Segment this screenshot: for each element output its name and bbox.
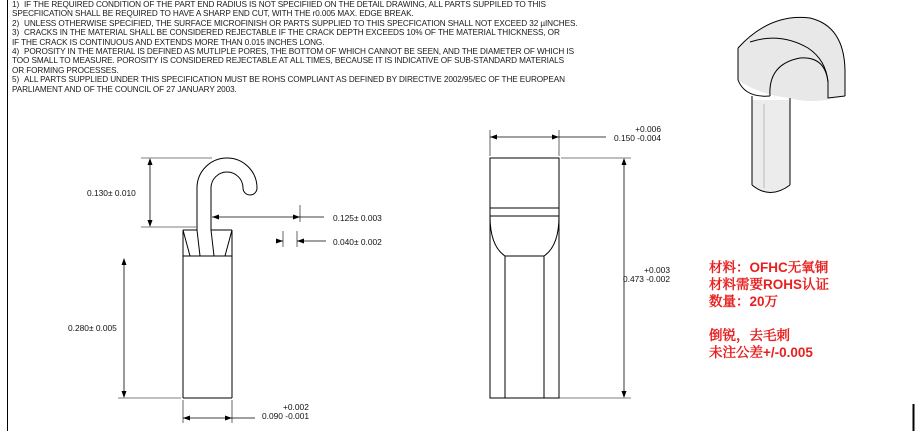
tol-main: 0.473 -0.002 xyxy=(622,274,670,285)
quantity-note: 数量：20万 xyxy=(709,294,779,309)
dim-label-0-040: 0.040± 0.002 xyxy=(333,237,382,247)
note-text: IF THE REQUIRED CONDITION OF THE PART END RADIUS IS NOT SPECIFIIED ON THE DETAIL DRAWING, ALL PARTS SUPPILED TO THIS xyxy=(24,0,546,9)
dim-label-0-150 xyxy=(600,125,661,144)
note-number: 4) xyxy=(12,47,20,57)
note-number: 1) xyxy=(12,0,20,9)
dim-0-130 xyxy=(141,158,212,227)
tolerance-note: 未注公差+/-0.005 xyxy=(709,345,813,360)
tol-plus: +0.003 xyxy=(644,265,670,275)
note-text: CRACKS IN THE MATERIAL SHALL BE CONSIDERED REJECTABLE IF THE CRACK DEPTH EXCEEDS 10% OF THE MATERIAL THICKNESS, OR xyxy=(24,28,560,38)
tol-plus: +0.002 xyxy=(283,402,309,412)
dim-0-040 xyxy=(276,231,326,247)
note-3-continued: IF THE CRACK IS CONTINUOUS AND EXTENDS MORE THAN 0.015 INCHES LONG. xyxy=(12,37,325,47)
dim-label-0-280: 0.280± 0.005 xyxy=(68,323,117,333)
dim-0-280 xyxy=(118,258,181,398)
dim-0-125 xyxy=(212,205,324,222)
note-text: UNLESS OTHERWISE SPECIFIED, THE SURFACE MICROFINISH OR PARTS SUPPLIED TO THIS SPECFICATION SHALL NOT EXCEED 32 µINCHES. xyxy=(24,18,578,28)
note-4-continued: TOO SMALL TO MEASURE. POROSITY IS CONSIDERED REJECTABLE AT ALL TIMES, BECAUSE IT IS INDICATIVE OF SUB-STANDARD MATERIALS xyxy=(12,56,564,66)
material-note: 材料：OFHC无氧铜 xyxy=(709,260,829,275)
note-1-continued: SPECFIICATION SHALL BE REQUIRED TO HAVE A SHARP END CUT, WITH THE r0.005 MAX. EDGE BREAK. xyxy=(12,9,414,19)
neck-left xyxy=(197,230,200,256)
dim-label-0-125: 0.125± 0.003 xyxy=(333,213,382,223)
note-text: ALL PARTS SUPPLIED UNDER THIS SPECIFICATION MUST BE ROHS COMPLIANT AS DEFINED BY DIRECTIVE 2002/95/EC OF THE EUROPEAN xyxy=(24,75,565,85)
dim-0-150 xyxy=(490,130,606,156)
rohs-note: 材料需要ROHS认证 xyxy=(709,277,830,292)
neck-right xyxy=(211,230,214,256)
note-number: 3) xyxy=(12,28,20,38)
chamfer-left xyxy=(183,230,190,256)
note-number: 2) xyxy=(12,18,20,28)
note-5-continued: PARLIAMENT AND OF THE COUNCIL OF 27 JANUARY 2003. xyxy=(12,84,237,94)
isometric-view xyxy=(738,17,845,192)
hook-profile xyxy=(183,158,257,230)
deburr-note: 倒锐，去毛刺 xyxy=(709,328,790,343)
dim-label-0-130: 0.130± 0.010 xyxy=(87,188,136,198)
chamfer-right xyxy=(225,230,232,256)
note-number: 5) xyxy=(12,75,20,85)
note-text: POROSITY IN THE MATERIAL IS DEFINED AS MUTLIPLE PORES, THE BOTTOM OF WHICH CANNOT BE SEEN, AND THE DIAMETER OF WHICH IS xyxy=(24,47,574,57)
side-view xyxy=(490,158,559,398)
tol-plus: +0.006 xyxy=(635,124,661,134)
dim-label-0-473 xyxy=(609,266,670,285)
front-view xyxy=(183,158,257,398)
tol-main: 0.090 -0.001 xyxy=(262,411,310,422)
dim-label-0-090 xyxy=(262,403,309,422)
note-4-continued: OR FORMING PROCESSES. xyxy=(12,65,119,75)
tol-main: 0.150 -0.004 xyxy=(613,133,661,144)
dim-0-090 xyxy=(183,400,255,423)
